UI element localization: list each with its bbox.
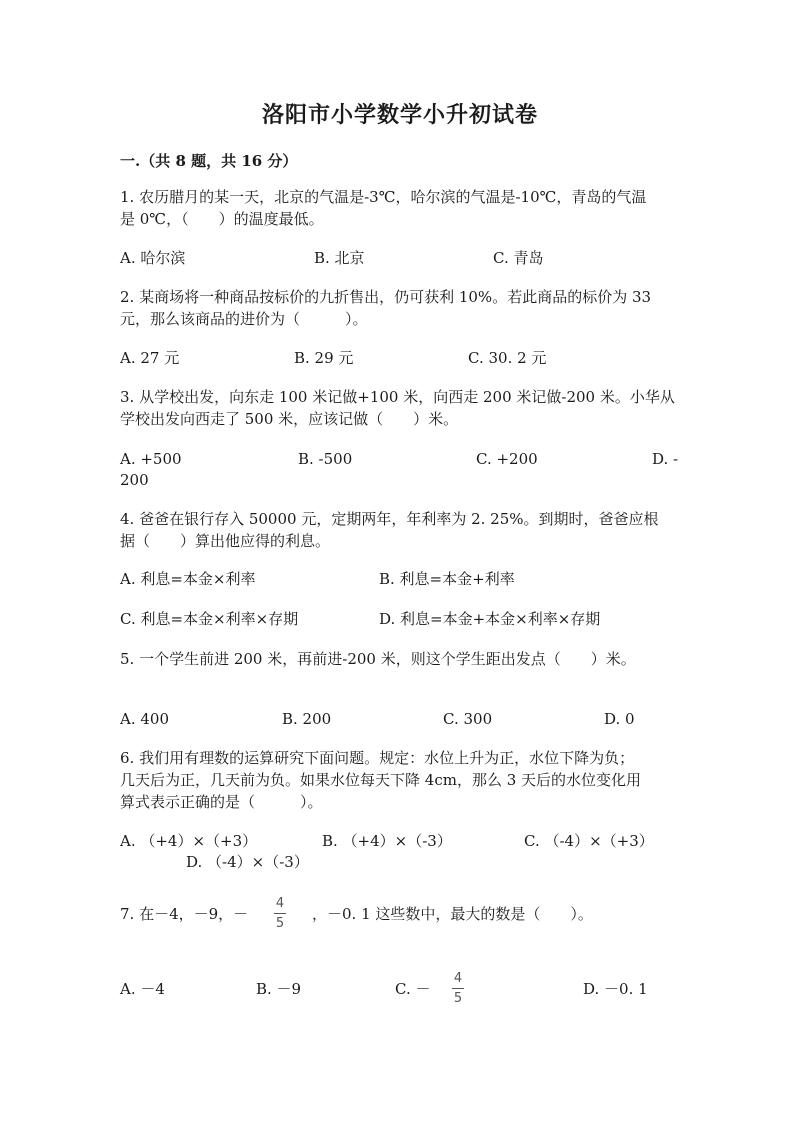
question-1-option-a: A. 哈尔滨 xyxy=(120,249,186,267)
question-6-line-1: 6. 我们用有理数的运算研究下面问题。规定：水位上升为正，水位下降为负； xyxy=(120,749,635,767)
question-2 xyxy=(120,286,680,330)
question-4-option-c: C. 利息=本金×利率×存期 xyxy=(120,610,299,628)
question-7-option-a: A. －4 xyxy=(120,980,165,998)
question-5-option-d: D. 0 xyxy=(604,710,635,728)
question-3 xyxy=(120,386,680,430)
fraction-denominator: 5 xyxy=(275,916,285,931)
question-3-option-c: C. +200 xyxy=(476,450,538,468)
question-5 xyxy=(120,648,680,670)
question-1 xyxy=(120,186,680,230)
question-2-option-c: C. 30. 2 元 xyxy=(468,349,547,367)
question-7-option-c-fraction xyxy=(450,971,466,1006)
question-7-suffix: ，－0. 1 这些数中，最大的数是（ ）。 xyxy=(312,905,593,923)
question-7-option-b: B. －9 xyxy=(256,980,302,998)
question-4 xyxy=(120,508,680,552)
question-5-option-a: A. 400 xyxy=(120,710,169,728)
question-1-option-c: C. 青岛 xyxy=(493,249,544,267)
question-4-line-2: 据（ ）算出他应得的利息。 xyxy=(120,532,331,550)
fraction-denominator: 5 xyxy=(453,991,463,1006)
question-4-option-d: D. 利息=本金+本金×利率×存期 xyxy=(379,610,601,628)
page-title: 洛阳市小学数学小升初试卷 xyxy=(261,102,538,128)
question-2-option-b: B. 29 元 xyxy=(294,349,354,367)
question-6-line-2: 几天后为正，几天前为负。如果水位每天下降 4cm，那么 3 天后的水位变化用 xyxy=(120,771,642,789)
section-heading: 一.（共 8 题，共 16 分） xyxy=(120,152,298,170)
question-3-option-b: B. -500 xyxy=(298,450,353,468)
question-3-option-d-wrap: 200 xyxy=(120,471,149,489)
fraction-numerator: 4 xyxy=(275,896,285,911)
question-7-prefix: 7. 在－4，－9，－ xyxy=(120,905,249,923)
question-6-option-b: B. （+4）×（-3） xyxy=(322,832,452,850)
question-3-line-1: 3. 从学校出发，向东走 100 米记做+100 米，向西走 200 米记做-200 米。小华从 xyxy=(120,388,675,406)
question-3-option-d: D. - xyxy=(652,450,679,468)
question-7-fraction xyxy=(272,896,288,931)
question-1-option-b: B. 北京 xyxy=(314,249,365,267)
fraction-numerator: 4 xyxy=(453,971,463,986)
question-7-option-c: C. － xyxy=(395,980,431,998)
question-2-option-a: A. 27 元 xyxy=(120,349,180,367)
question-3-option-a: A. +500 xyxy=(120,450,182,468)
question-1-line-1: 1. 农历腊月的某一天，北京的气温是-3℃，哈尔滨的气温是-10℃，青岛的气温 xyxy=(120,188,647,206)
question-1-line-2: 是 0℃，（ ）的温度最低。 xyxy=(120,210,324,228)
question-5-line-1: 5. 一个学生前进 200 米，再前进-200 米，则这个学生距出发点（ ）米。 xyxy=(120,650,636,668)
question-4-option-b: B. 利息=本金+利率 xyxy=(379,570,515,588)
question-7-option-d: D. －0. 1 xyxy=(583,980,648,998)
question-6 xyxy=(120,747,680,813)
question-6-line-3: 算式表示正确的是（ ）。 xyxy=(120,793,323,811)
question-6-option-c: C. （-4）×（+3） xyxy=(524,832,654,850)
question-6-option-a: A. （+4）×（+3） xyxy=(120,832,258,850)
question-5-option-b: B. 200 xyxy=(282,710,332,728)
question-3-line-2: 学校出发向西走了 500 米，应该记做（ ）米。 xyxy=(120,410,459,428)
question-2-line-1: 2. 某商场将一种商品按标价的九折售出，仍可获利 10%。若此商品的标价为 33 xyxy=(120,288,652,306)
fraction-bar xyxy=(452,988,464,989)
question-5-option-c: C. 300 xyxy=(443,710,493,728)
question-4-option-a: A. 利息=本金×利率 xyxy=(120,570,256,588)
fraction-bar xyxy=(274,913,286,914)
question-4-line-1: 4. 爸爸在银行存入 50000 元，定期两年，年利率为 2. 25%。到期时，爸爸应根 xyxy=(120,510,659,528)
question-6-option-d: D. （-4）×（-3） xyxy=(186,853,309,871)
question-2-line-2: 元，那么该商品的进价为（ ）。 xyxy=(120,310,368,328)
